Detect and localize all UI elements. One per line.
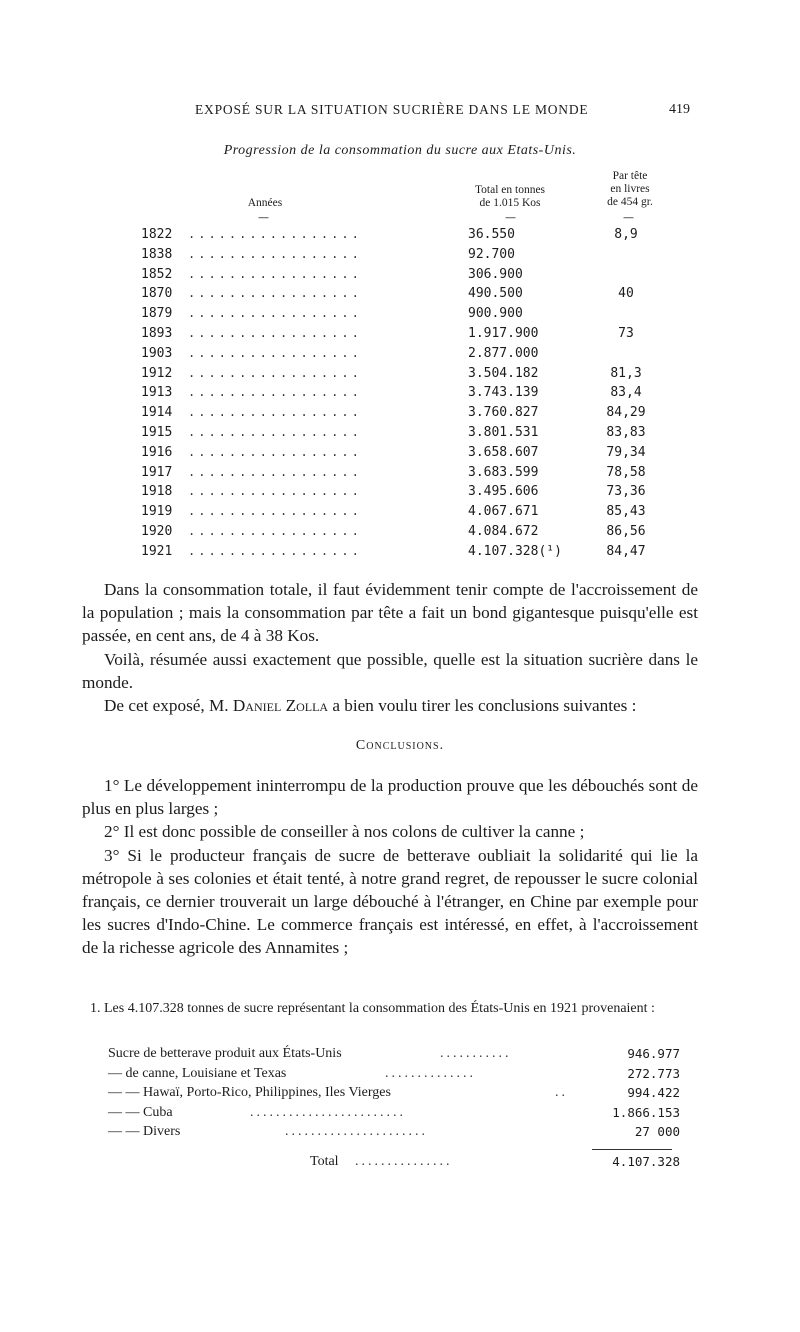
page-number: 419 — [669, 102, 690, 117]
row-leader-dots: ................. — [188, 227, 362, 241]
row-total: 3.743.139 — [468, 385, 539, 401]
column-header-per-capita: Par tête en livres de 454 gr. — [607, 170, 653, 208]
row-total: 4.107.328(¹) — [468, 543, 562, 559]
row-total: 3.683.599 — [468, 464, 539, 480]
footnote-row-label: — — Hawaï, Porto-Rico, Philippines, Iles Vierges — [108, 1085, 391, 1100]
paragraph-3-end: a bien voulu tirer les conclusions suivantes : — [328, 696, 637, 716]
footnote-row-dots: ........... — [440, 1046, 512, 1061]
row-leader-dots: ................. — [188, 345, 362, 360]
footnote-row-dots: ...................... — [285, 1124, 428, 1139]
row-per-capita: 84,47 — [606, 543, 646, 559]
conclusion-2: 2° Il est donc possible de conseiller à nos colons de cultiver la canne ; — [104, 822, 585, 842]
sum-rule — [592, 1149, 672, 1150]
table-row — [0, 504, 800, 524]
row-leader-dots: ................. — [188, 444, 362, 459]
paragraph-2: Voilà, résumée aussi exactement que possible, quelle est la situation sucrière dans le monde. — [82, 649, 698, 692]
row-per-capita: 83,4 — [610, 385, 642, 401]
running-head: EXPOSÉ SUR LA SITUATION SUCRIÈRE DANS LE MONDE — [195, 102, 589, 117]
footnote-row-value: 1.866.153 — [612, 1104, 680, 1120]
row-per-capita: 8,9 — [614, 227, 638, 242]
footnote-total-row — [0, 1154, 800, 1174]
footnote-row-dots: ........................ — [250, 1104, 406, 1120]
footnote-row-value: 27 000 — [634, 1124, 680, 1139]
column-header-years: Années — [247, 197, 283, 209]
footnote-row — [0, 1066, 800, 1086]
paragraph-1: Dans la consommation totale, il faut évidemment tenir compte de l'accroissement de la population ; mais la consommation par tête a fait un bond gigantesque puisqu'elle est passée, en cent ans, de 4 à 38 Kos. — [82, 580, 698, 646]
table-row — [0, 247, 800, 267]
row-year: 1918 — [141, 484, 173, 500]
row-total: 490.500 — [468, 286, 523, 302]
row-total: 2.877.000 — [468, 345, 539, 361]
row-total: 306.900 — [468, 266, 523, 282]
row-total: 1.917.900 — [468, 326, 539, 341]
row-year: 1838 — [141, 246, 173, 262]
paragraph-consumption — [82, 578, 698, 717]
footnote-row-value: 946.977 — [627, 1046, 680, 1061]
footnote-total-value: 4.107.328 — [612, 1154, 680, 1169]
row-total: 3.495.606 — [468, 484, 539, 500]
row-year: 1852 — [141, 266, 173, 282]
table-row — [0, 484, 800, 504]
row-per-capita: 86,56 — [606, 524, 646, 539]
row-total: 3.658.607 — [468, 444, 539, 460]
row-per-capita: 85,43 — [606, 504, 646, 520]
footnote-row-label: — — Divers — [108, 1124, 181, 1139]
table-row — [0, 405, 800, 425]
row-leader-dots: ................. — [188, 405, 362, 420]
table-row — [0, 286, 800, 306]
row-leader-dots: ................. — [188, 385, 362, 400]
row-per-capita: 73,36 — [606, 484, 646, 500]
row-total: 92.700 — [468, 246, 515, 262]
row-year: 1917 — [141, 464, 173, 480]
row-per-capita: 84,29 — [606, 405, 646, 421]
table-row — [0, 544, 800, 564]
row-year: 1870 — [141, 286, 173, 302]
row-per-capita: 78,58 — [606, 464, 646, 480]
footnote-row-label: — — Cuba — [108, 1104, 173, 1120]
row-total: 3.504.182 — [468, 365, 539, 381]
column-dash: — — [258, 211, 269, 224]
row-leader-dots: ................. — [188, 524, 362, 538]
row-year: 1921 — [141, 543, 173, 559]
row-year: 1879 — [141, 306, 173, 322]
row-year: 1920 — [141, 524, 173, 539]
table-row — [0, 445, 800, 465]
paragraph-3 — [82, 694, 698, 717]
table-row — [0, 267, 800, 287]
footnote-row — [0, 1105, 800, 1125]
row-leader-dots: ................. — [188, 365, 362, 380]
footnote-intro: 1. Les 4.107.328 tonnes de sucre représentant la consommation des États-Unis en 1921 provenaient : — [90, 1001, 655, 1016]
row-total: 3.801.531 — [468, 425, 539, 440]
row-year: 1913 — [141, 385, 173, 401]
row-per-capita: 83,83 — [606, 425, 646, 440]
page-header — [0, 102, 800, 122]
table-row — [0, 227, 800, 247]
table-row — [0, 385, 800, 405]
footnote-row — [0, 1085, 800, 1105]
conclusions-list — [82, 774, 698, 960]
conclusion-1: 1° Le développement ininterrompu de la production prouve que les débouchés sont de plus en plus larges ; — [82, 776, 698, 819]
row-per-capita: 73 — [618, 326, 634, 341]
row-leader-dots: ................. — [188, 306, 362, 321]
row-year: 1893 — [141, 326, 173, 341]
table-row — [0, 465, 800, 485]
row-year: 1915 — [141, 425, 173, 440]
footnote-row — [0, 1046, 800, 1066]
table-title: Progression de la consommation du sucre aux Etats-Unis. — [223, 143, 577, 158]
row-leader-dots: ................. — [188, 504, 362, 519]
row-year: 1903 — [141, 345, 173, 361]
row-leader-dots: ................. — [188, 484, 362, 499]
column-header-total: Total en tonnes de 1.015 Kos — [474, 184, 546, 209]
footnote-row — [0, 1124, 800, 1144]
footnote-row-dots: .. — [555, 1085, 568, 1100]
row-per-capita: 79,34 — [606, 444, 646, 460]
footnote-row-label: Sucre de betterave produit aux États-Unis — [108, 1046, 342, 1061]
row-total: 36.550 — [468, 227, 515, 242]
row-total: 4.084.672 — [468, 524, 539, 539]
row-total: 4.067.671 — [468, 504, 539, 520]
row-total: 3.760.827 — [468, 405, 539, 421]
footnote-total-dots: ............... — [355, 1154, 453, 1169]
row-year: 1919 — [141, 504, 173, 520]
table-row — [0, 346, 800, 366]
footnote-row-dots: .............. — [385, 1065, 476, 1081]
conclusion-3: 3° Si le producteur français de sucre de betterave oubliait la solidarité qui lie la métropole à ses colonies et était tenté, à notre grand regret, de repousser le sucre colonial français, ce dernier trouverait un large débouché à l'étranger, en Chine par exemple pour les sucres d'Indo-Chine. Le commerce français est intéressé, en effet, à l'accroissement de la richesse agricole des Annamites ; — [82, 845, 698, 958]
row-total: 900.900 — [468, 306, 523, 322]
footnote-row-value: 994.422 — [627, 1085, 680, 1100]
table-row — [0, 326, 800, 346]
footnote-row-value: 272.773 — [627, 1065, 680, 1081]
row-per-capita: 81,3 — [610, 365, 642, 381]
column-dash: — — [623, 211, 634, 224]
table-row — [0, 524, 800, 544]
conclusions-heading: Conclusions. — [355, 738, 445, 753]
row-leader-dots: ................. — [188, 326, 362, 340]
table-row — [0, 366, 800, 386]
table-row — [0, 425, 800, 445]
footnote-total-label: Total — [310, 1154, 339, 1169]
table-row — [0, 306, 800, 326]
column-dash: — — [505, 211, 516, 224]
row-leader-dots: ................. — [188, 425, 362, 439]
paragraph-3-start: De cet exposé, M. — [104, 696, 233, 716]
row-year: 1914 — [141, 405, 173, 421]
row-year: 1822 — [141, 227, 173, 242]
row-leader-dots: ................. — [188, 464, 362, 479]
author-name: Daniel Zolla — [232, 696, 329, 716]
row-leader-dots: ................. — [188, 286, 362, 301]
row-leader-dots: ................. — [188, 543, 362, 558]
row-year: 1916 — [141, 444, 173, 460]
row-year: 1912 — [141, 365, 173, 381]
footnote-row-label: — de canne, Louisiane et Texas — [108, 1065, 287, 1081]
row-leader-dots: ................. — [188, 246, 362, 261]
row-leader-dots: ................. — [188, 266, 362, 281]
row-per-capita: 40 — [618, 286, 634, 302]
